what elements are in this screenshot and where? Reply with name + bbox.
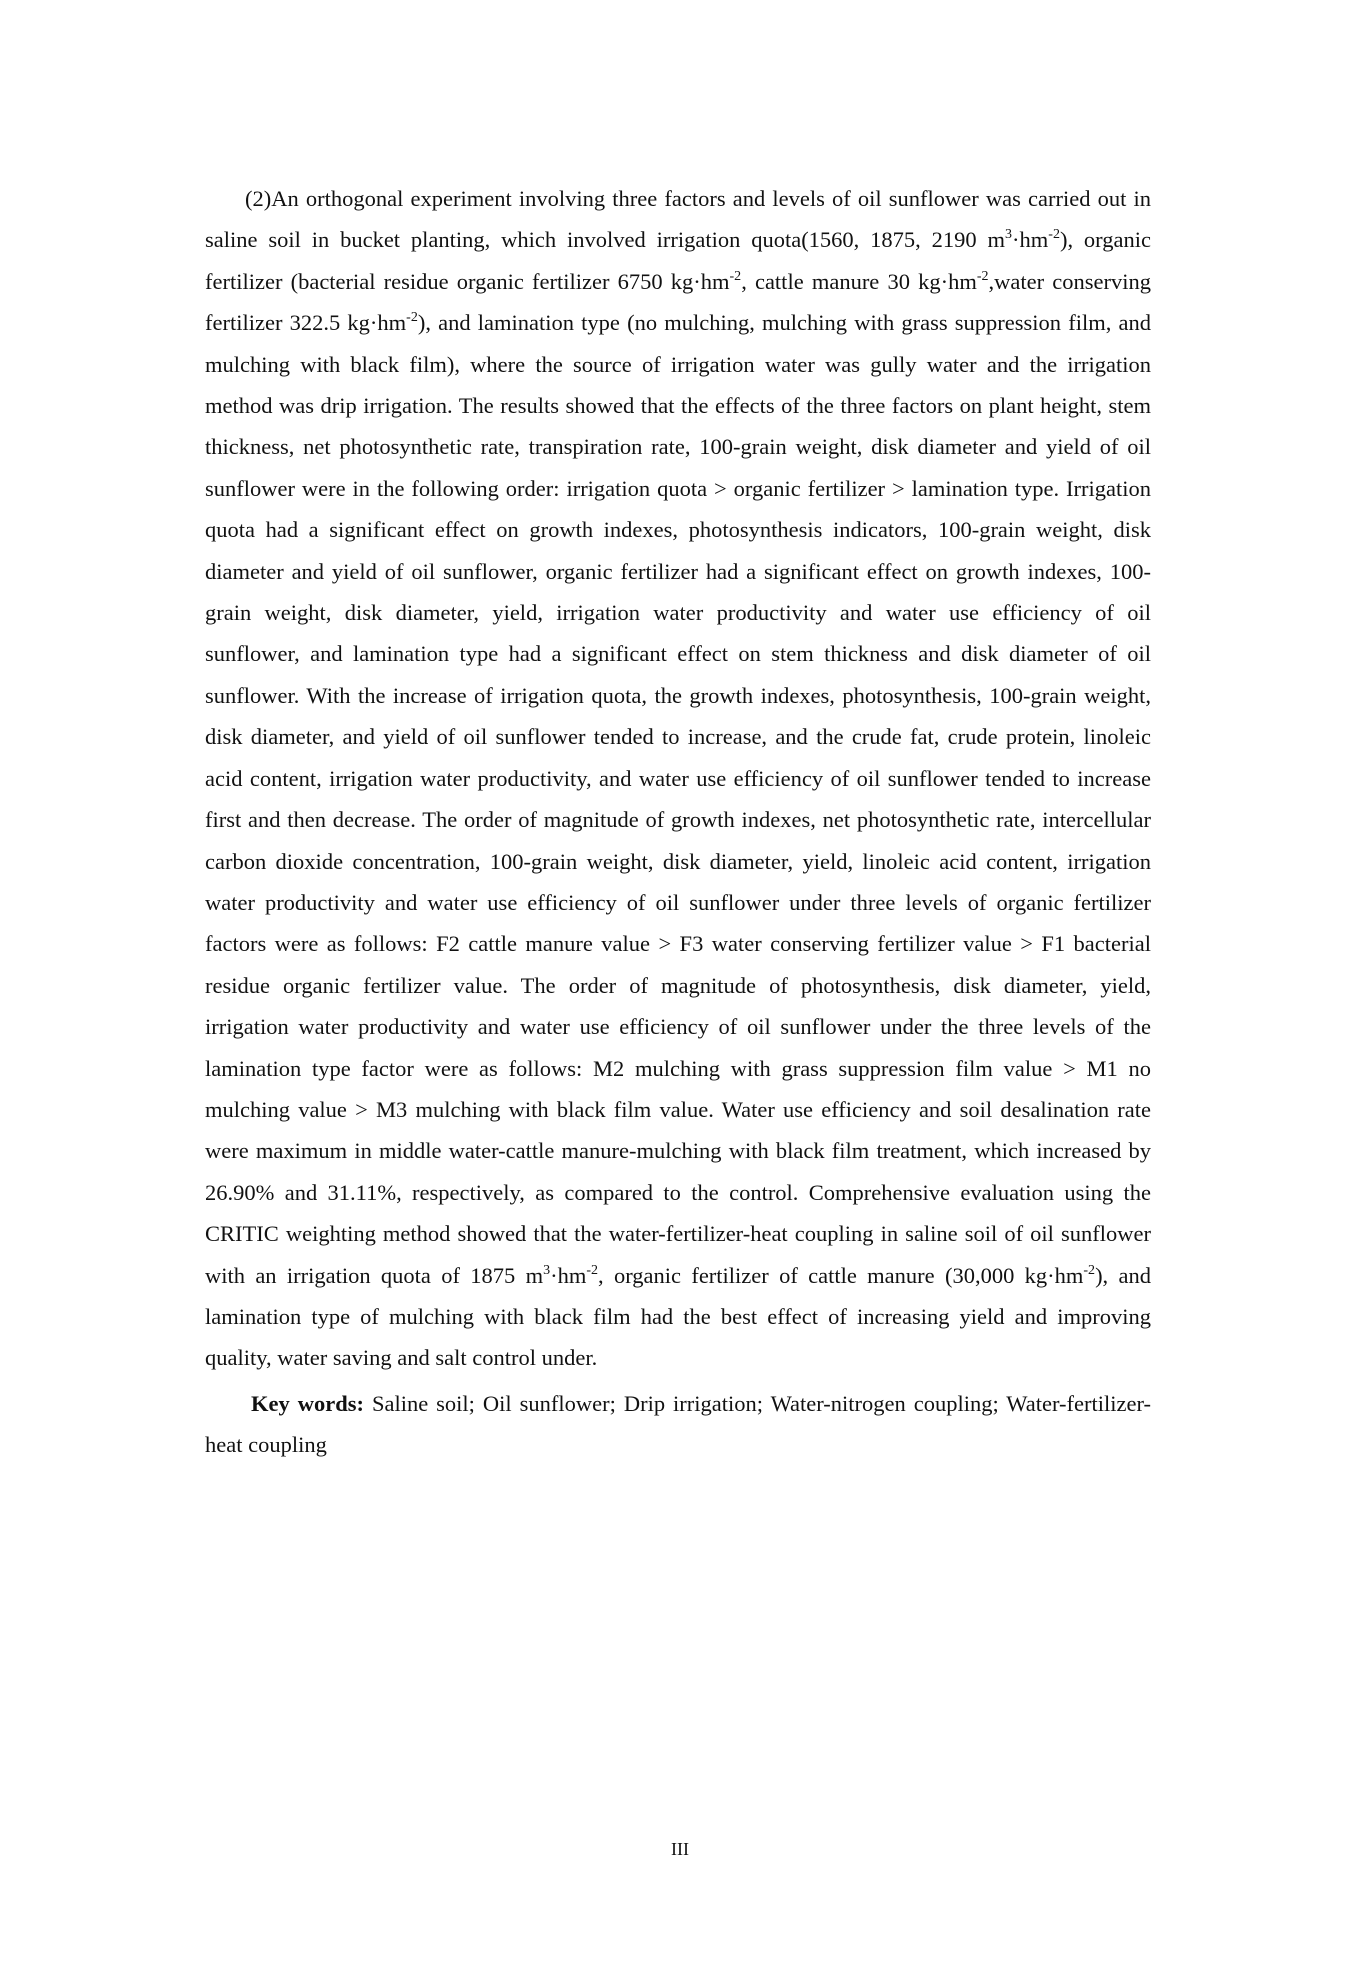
page-number: III <box>671 1839 689 1859</box>
text-run: ,water conserving fertilizer 322.5 kg·hm <box>205 268 1151 336</box>
superscript: -2 <box>729 268 742 284</box>
superscript: -2 <box>1048 227 1060 243</box>
superscript: -2 <box>586 1262 599 1278</box>
text-run: ), and lamination type (no mulching, mulching with grass suppression film, and mulching with black film), where the source of irrigation water was gully water and the irrigation method was drip irrigation. The results showed that the effects of the three factors on plant height, stem thickness, net photosynthetic rate, transpiration rate, 100-grain weight, disk diameter and yield of oil sunflower were in the following order: irrigation quota > organic fertilizer > lamination type. Irrigation quota had a significant effect on growth indexes, photosynthesis indicators, 100-grain weight, disk diameter and yield of oil sunflower, organic fertilizer had a significant effect on growth indexes, 100-grain weight, disk diameter, yield, irrigation water productivity and water use efficiency of oil sunflower, and lamination type had a significant effect on stem thickness and disk diameter of oil sunflower. With the increase of irrigation quota, the growth indexes, photosynthesis, 100-grain weight, disk diameter, and yield of oil sunflower tended to increase, and the crude fat, crude protein, linoleic acid content, irrigation water productivity, and water use efficiency of oil sunflower tended to increase first and then decrease. The order of magnitude of growth indexes, net photosynthetic rate, intercellular carbon dioxide concentration, 100-grain weight, disk diameter, yield, linoleic acid content, irrigation water productivity and water use efficiency of oil sunflower under three levels of organic fertilizer factors were as follows: F2 cattle manure value > F3 water conserving fertilizer value > F1 bacterial residue organic fertilizer value. The order of magnitude of photosynthesis, disk diameter, yield, irrigation water productivity and water use efficiency of oil sunflower under the three levels of the lamination type factor were as follows: M2 mulching with grass suppression film value > M1 no mulching value > M3 mulching with black film value. Water use efficiency and soil desalination rate were maximum in middle water-cattle manure-mulching with black film treatment, which increased by 26.90% and 31.11%, respectively, as compared to the control. Comprehensive evaluation using the CRITIC weighting method showed that the water-fertilizer-heat coupling in saline soil of oil sunflower with an irrigation quota of 1875 m <box>205 310 1151 1288</box>
superscript: 3 <box>1005 227 1013 243</box>
text-run: ), organic fertilizer (bacterial residue organic fertilizer 6750 kg·hm <box>205 227 1151 294</box>
text-run: , cattle manure 30 kg·hm <box>741 268 977 294</box>
text-run: ), and lamination type of mulching with black film had the best effect of increasing yield and improving quality, water saving and salt control under. <box>205 1262 1151 1371</box>
abstract-section <box>205 178 1151 1466</box>
abstract-paragraph <box>205 178 1151 1379</box>
text-run: ·hm <box>550 1262 587 1288</box>
keywords-label: Key words: <box>251 1390 364 1416</box>
superscript: 3 <box>543 1262 551 1278</box>
text-run: (2)An orthogonal experiment involving three factors and levels of oil sunflower was carried out in saline soil in bucket planting, which involved irrigation quota(1560, 1875, 2190 m <box>205 186 1151 253</box>
text-run: ·hm <box>1012 227 1049 253</box>
text-run: , organic fertilizer of cattle manure (30,000 kg·hm <box>598 1262 1084 1288</box>
superscript: -2 <box>1083 1262 1096 1278</box>
keywords-paragraph <box>205 1383 1151 1466</box>
superscript: -2 <box>976 268 989 284</box>
superscript: -2 <box>406 310 418 326</box>
keywords-text: Saline soil; Oil sunflower; Drip irrigation; Water-nitrogen coupling; Water-fertilizer- heat coupling <box>205 1390 1151 1458</box>
